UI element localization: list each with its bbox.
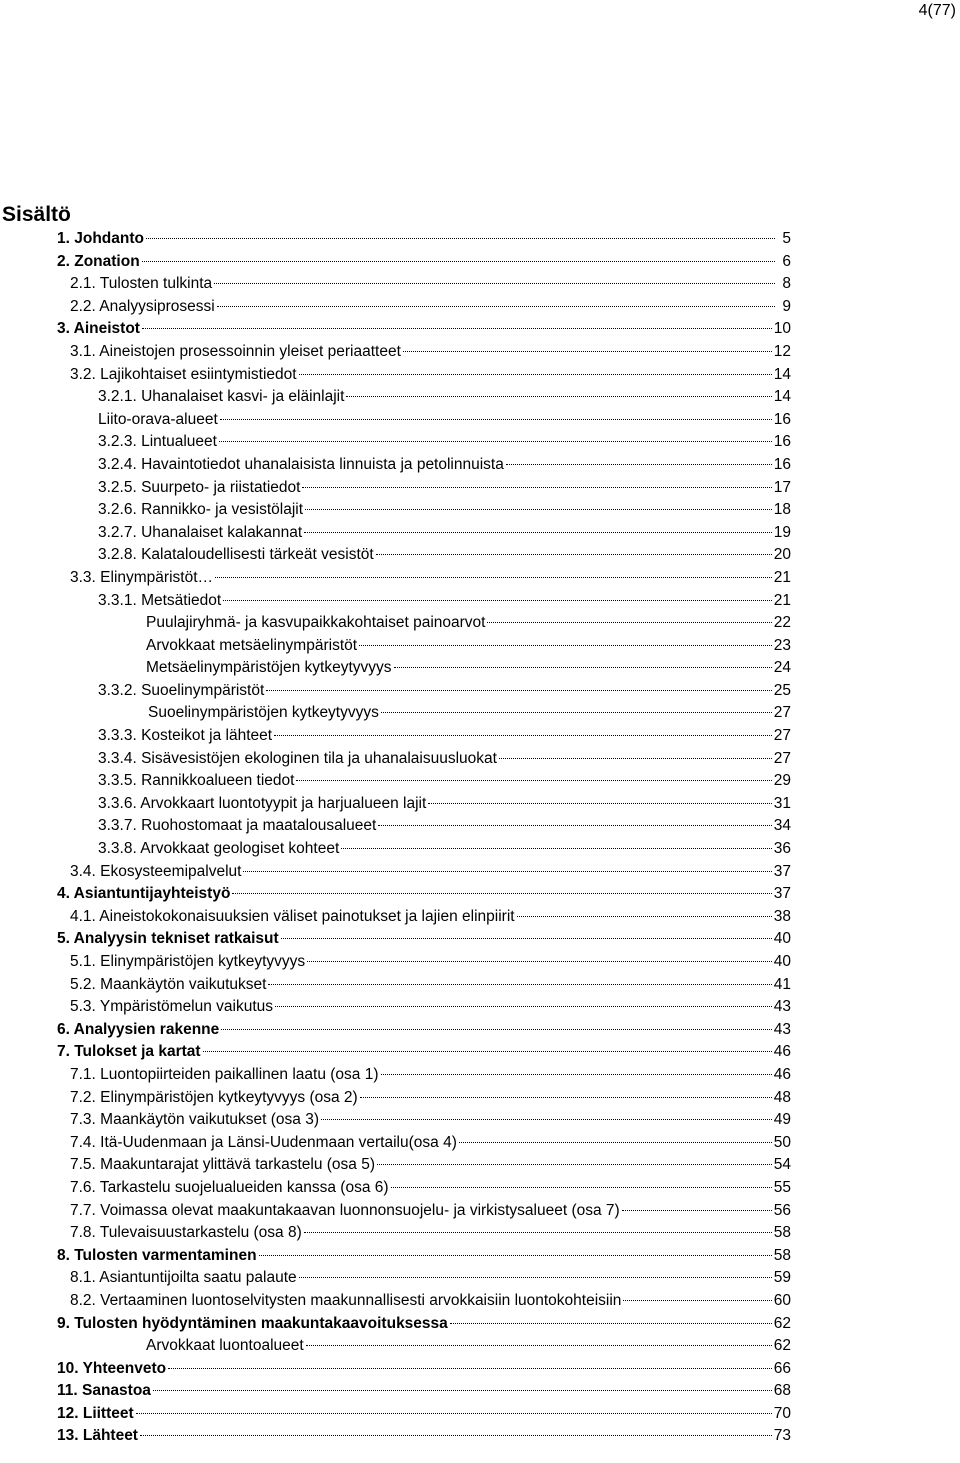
toc-entry-page: 58 bbox=[773, 1246, 791, 1264]
toc-entry-label: 3.3.8. Arvokkaat geologiset kohteet bbox=[98, 840, 340, 858]
toc-entry-page: 49 bbox=[773, 1111, 791, 1129]
dot-leader bbox=[376, 554, 772, 555]
toc-entry-label: 7.2. Elinympäristöjen kytkeytyvyys (osa 2) bbox=[70, 1088, 358, 1106]
toc-entry-page: 16 bbox=[773, 455, 791, 473]
toc-entry[interactable] bbox=[0, 590, 960, 613]
toc-entry-label: 12. Liitteet bbox=[57, 1404, 134, 1422]
toc-entry[interactable] bbox=[0, 454, 960, 477]
toc-entry[interactable] bbox=[0, 386, 960, 409]
toc-entry-label: Liito-orava-alueet bbox=[98, 410, 218, 428]
toc-entry[interactable] bbox=[0, 1222, 960, 1245]
dot-leader bbox=[268, 984, 771, 985]
toc-entry-page: 23 bbox=[773, 636, 791, 654]
toc-entry[interactable] bbox=[0, 748, 960, 771]
toc-entry-page: 50 bbox=[773, 1133, 791, 1151]
toc-entry[interactable] bbox=[0, 409, 960, 432]
toc-entry-label: 11. Sanastoa bbox=[57, 1382, 151, 1400]
toc-entry-page: 40 bbox=[773, 953, 791, 970]
toc-entry-label: 3.2. Lajikohtaiset esiintymistiedot bbox=[70, 365, 297, 383]
toc-entry-label: 3.3. Elinympäristöt… bbox=[70, 568, 213, 586]
dot-leader bbox=[221, 1029, 771, 1030]
dot-leader bbox=[281, 938, 772, 939]
toc-entry-label: 7.4. Itä-Uudenmaan ja Länsi-Uudenmaan vertailu(osa 4) bbox=[70, 1133, 457, 1151]
toc-entry-page: 14 bbox=[773, 365, 791, 383]
dot-leader bbox=[459, 1142, 772, 1143]
toc-entry-label: 3.3.4. Sisävesistöjen ekologinen tila ja uhanalaisuusluokat bbox=[98, 749, 497, 767]
toc-entry-page: 5 bbox=[782, 230, 791, 247]
toc-entry[interactable] bbox=[0, 1425, 960, 1448]
toc-entry-label: 8.1. Asiantuntijoilta saatu palaute bbox=[70, 1269, 297, 1287]
dot-leader bbox=[394, 667, 772, 668]
toc-entry-page: 8 bbox=[782, 275, 791, 293]
dot-leader bbox=[506, 464, 772, 465]
toc-title: Sisältö bbox=[2, 203, 71, 226]
toc-entry[interactable] bbox=[0, 815, 960, 838]
toc-entry[interactable] bbox=[0, 1041, 960, 1064]
toc-entry-label: 3.2.6. Rannikko- ja vesistölajit bbox=[98, 501, 304, 519]
toc-entry-page: 37 bbox=[773, 862, 791, 880]
toc-entry[interactable] bbox=[0, 341, 960, 364]
dot-leader bbox=[391, 1187, 772, 1188]
toc-entry-page: 59 bbox=[773, 1269, 791, 1287]
toc-entry[interactable] bbox=[0, 296, 960, 319]
toc-entry-label: 3.3.5. Rannikkoalueen tiedot bbox=[98, 772, 295, 790]
toc-entry[interactable] bbox=[0, 273, 960, 296]
toc-entry-label: Suoelinympäristöjen kytkeytyvyys bbox=[148, 704, 379, 722]
toc-entry-label: 7.1. Luontopiirteiden paikallinen laatu (osa 1) bbox=[70, 1065, 379, 1083]
toc-entry[interactable] bbox=[0, 567, 960, 590]
toc-entry[interactable] bbox=[0, 522, 960, 545]
toc-entry-label: 3.2.8. Kalataloudellisesti tärkeät vesistöt bbox=[98, 546, 374, 564]
toc-entry-page: 70 bbox=[773, 1404, 791, 1422]
toc-entry[interactable] bbox=[0, 657, 960, 680]
dot-leader bbox=[146, 238, 775, 239]
toc-entry-label: 9. Tulosten hyödyntäminen maakuntakaavoituksessa bbox=[57, 1314, 448, 1332]
toc-entry-page: 34 bbox=[773, 817, 791, 835]
toc-entry-label: 3.2.5. Suurpeto- ja riistatiedot bbox=[98, 478, 301, 496]
dot-leader bbox=[381, 712, 772, 713]
toc-entry-page: 66 bbox=[773, 1359, 791, 1377]
dot-leader bbox=[517, 916, 772, 917]
toc-entry-page: 31 bbox=[773, 794, 791, 812]
toc-entry[interactable] bbox=[0, 996, 960, 1019]
dot-leader bbox=[274, 735, 772, 736]
toc-entry-label: Arvokkaat luontoalueet bbox=[146, 1337, 304, 1355]
toc-entry-page: 62 bbox=[773, 1314, 791, 1332]
toc-entry[interactable] bbox=[0, 838, 960, 861]
dot-leader bbox=[203, 1051, 772, 1052]
toc-entry-label: 5.2. Maankäytön vaikutukset bbox=[70, 975, 267, 993]
toc-entry[interactable] bbox=[0, 793, 960, 816]
dot-leader bbox=[232, 893, 771, 894]
toc-entry-page: 46 bbox=[773, 1043, 791, 1061]
toc-entry-label: 8. Tulosten varmentaminen bbox=[57, 1246, 257, 1264]
dot-leader bbox=[403, 351, 772, 352]
toc-entry[interactable] bbox=[0, 228, 960, 251]
toc-entry[interactable] bbox=[0, 1358, 960, 1381]
toc-entry-label: 13. Lähteet bbox=[57, 1427, 138, 1445]
toc-entry[interactable] bbox=[0, 680, 960, 703]
toc-entry-page: 73 bbox=[773, 1427, 791, 1445]
toc-entry-label: 6. Analyysien rakenne bbox=[57, 1020, 220, 1038]
toc-entry-label: 3.3.1. Metsätiedot bbox=[98, 591, 222, 609]
dot-leader bbox=[220, 419, 772, 420]
toc-entry-page: 62 bbox=[773, 1337, 791, 1355]
toc-entry-page: 10 bbox=[773, 320, 791, 338]
toc-entry-label: 3.3.6. Arvokkaart luontotyypit ja harjualueen lajit bbox=[98, 794, 427, 812]
toc-entry-page: 25 bbox=[773, 681, 791, 699]
dot-leader bbox=[378, 825, 771, 826]
toc-entry[interactable] bbox=[0, 1177, 960, 1200]
toc-entry[interactable] bbox=[0, 499, 960, 522]
toc-entry-page: 27 bbox=[773, 704, 791, 722]
toc-entry-page: 60 bbox=[773, 1291, 791, 1309]
dot-leader bbox=[304, 532, 772, 533]
toc-entry[interactable] bbox=[0, 1132, 960, 1155]
toc-entry-page: 14 bbox=[773, 388, 791, 406]
toc-entry-page: 16 bbox=[773, 410, 791, 428]
dot-leader bbox=[296, 780, 771, 781]
toc-entry-page: 27 bbox=[773, 749, 791, 767]
toc-entry-label: 4.1. Aineistokokonaisuuksien väliset painotukset ja lajien elinpiirit bbox=[70, 907, 515, 925]
dot-leader bbox=[341, 848, 771, 849]
dot-leader bbox=[140, 1435, 772, 1436]
toc-entry-label: 4. Asiantuntijayhteistyö bbox=[57, 885, 231, 903]
toc-entry[interactable] bbox=[0, 974, 960, 997]
toc-entry-label: 10. Yhteenveto bbox=[57, 1359, 167, 1377]
toc-entry-page: 19 bbox=[773, 523, 791, 541]
toc-entry-label: 7. Tulokset ja kartat bbox=[57, 1043, 201, 1061]
toc-entry-page: 24 bbox=[773, 659, 791, 677]
toc-entry-page: 58 bbox=[773, 1224, 791, 1242]
toc-entry-label: 5.1. Elinympäristöjen kytkeytyvyys bbox=[70, 953, 306, 970]
dot-leader bbox=[153, 1390, 772, 1391]
toc-entry-label: Metsäelinympäristöjen kytkeytyvyys bbox=[146, 659, 392, 677]
toc-entry-label: 3.1. Aineistojen prosessoinnin yleiset periaatteet bbox=[70, 342, 401, 360]
toc-entry-page: 41 bbox=[773, 975, 791, 993]
toc-entry[interactable] bbox=[0, 928, 960, 951]
toc-entry-label: 3. Aineistot bbox=[57, 320, 140, 338]
toc-entry-page: 29 bbox=[773, 772, 791, 790]
dot-leader bbox=[499, 758, 772, 759]
toc-entry[interactable] bbox=[0, 1154, 960, 1177]
dot-leader bbox=[136, 1413, 772, 1414]
toc-entry[interactable] bbox=[0, 702, 960, 725]
toc-entry-page: 16 bbox=[773, 433, 791, 451]
toc-entry[interactable] bbox=[0, 1290, 960, 1313]
dot-leader bbox=[487, 622, 771, 623]
dot-leader bbox=[142, 328, 772, 329]
page-number: 4(77) bbox=[918, 2, 956, 19]
toc-entry-label: 5. Analyysin tekniset ratkaisut bbox=[57, 930, 279, 948]
toc-entry[interactable] bbox=[0, 951, 960, 974]
dot-leader bbox=[306, 1345, 772, 1346]
toc-entry-label: 1. Johdanto bbox=[57, 230, 144, 247]
toc-entry-page: 20 bbox=[773, 546, 791, 564]
dot-leader bbox=[215, 577, 772, 578]
toc-entry-label: 3.3.2. Suoelinympäristöt bbox=[98, 681, 265, 699]
toc-entry[interactable] bbox=[0, 861, 960, 884]
toc-entry-page: 27 bbox=[773, 727, 791, 745]
toc-entry-page: 38 bbox=[773, 907, 791, 925]
toc-entry-label: 7.5. Maakuntarajat ylittävä tarkastelu (osa 5) bbox=[70, 1156, 375, 1174]
toc-entry-label: Puulajiryhmä- ja kasvupaikkakohtaiset painoarvot bbox=[146, 614, 486, 632]
toc-entry-label: 3.2.7. Uhanalaiset kalakannat bbox=[98, 523, 303, 541]
toc-entry-label: Arvokkaat metsäelinympäristöt bbox=[146, 636, 358, 654]
dot-leader bbox=[307, 961, 772, 962]
toc-entry-page: 37 bbox=[773, 885, 791, 903]
toc-entry[interactable] bbox=[0, 1313, 960, 1336]
toc-entry[interactable] bbox=[0, 725, 960, 748]
dot-leader bbox=[321, 1119, 772, 1120]
toc-entry-label: 8.2. Vertaaminen luontoselvitysten maakunnallisesti arvokkaisiin luontokohteisiin bbox=[70, 1291, 622, 1309]
toc-entry[interactable] bbox=[0, 906, 960, 929]
toc-entry-page: 21 bbox=[773, 568, 791, 586]
toc-entry-label: 3.3.7. Ruohostomaat ja maatalousalueet bbox=[98, 817, 377, 835]
dot-leader bbox=[359, 645, 772, 646]
toc-entry-label: 3.2.3. Lintualueet bbox=[98, 433, 217, 451]
dot-leader bbox=[217, 306, 775, 307]
toc-entry[interactable] bbox=[0, 1335, 960, 1358]
dot-leader bbox=[622, 1210, 772, 1211]
toc-entry[interactable] bbox=[0, 635, 960, 658]
dot-leader bbox=[302, 487, 771, 488]
toc-entry[interactable] bbox=[0, 1380, 960, 1403]
toc-entry-page: 56 bbox=[773, 1201, 791, 1219]
toc-entry-label: 7.6. Tarkastelu suojelualueiden kanssa (osa 6) bbox=[70, 1178, 389, 1196]
toc-entry-page: 36 bbox=[773, 840, 791, 858]
toc-entry[interactable] bbox=[0, 883, 960, 906]
toc-entry[interactable] bbox=[0, 612, 960, 635]
toc-entry-page: 43 bbox=[773, 998, 791, 1016]
toc-entry-label: 2.1. Tulosten tulkinta bbox=[70, 275, 213, 293]
toc-entry-page: 17 bbox=[773, 478, 791, 496]
dot-leader bbox=[214, 283, 775, 284]
toc-entry-page: 6 bbox=[782, 252, 791, 270]
toc-entry-page: 21 bbox=[773, 591, 791, 609]
toc-entry-label: 3.2.4. Havaintotiedot uhanalaisista linnuista ja petolinnuista bbox=[98, 455, 504, 473]
dot-leader bbox=[304, 1232, 772, 1233]
toc-entry[interactable] bbox=[0, 318, 960, 341]
dot-leader bbox=[219, 441, 772, 442]
toc-entry[interactable] bbox=[0, 770, 960, 793]
toc-entry-page: 55 bbox=[773, 1178, 791, 1196]
dot-leader bbox=[299, 1277, 772, 1278]
dot-leader bbox=[223, 600, 772, 601]
dot-leader bbox=[428, 803, 771, 804]
toc-entry-page: 43 bbox=[773, 1020, 791, 1038]
toc-entry[interactable] bbox=[0, 251, 960, 274]
dot-leader bbox=[266, 690, 771, 691]
dot-leader bbox=[381, 1074, 772, 1075]
toc-entry-page: 12 bbox=[773, 342, 791, 360]
toc-entry-page: 54 bbox=[773, 1156, 791, 1174]
toc-entry-page: 18 bbox=[773, 501, 791, 519]
toc-entry[interactable] bbox=[0, 1200, 960, 1223]
dot-leader bbox=[142, 261, 775, 262]
toc-entry[interactable] bbox=[0, 477, 960, 500]
toc-entry[interactable] bbox=[0, 1087, 960, 1110]
toc-entry-label: 3.4. Ekosysteemipalvelut bbox=[70, 862, 242, 880]
dot-leader bbox=[360, 1097, 772, 1098]
toc-entry-page: 22 bbox=[773, 614, 791, 632]
dot-leader bbox=[377, 1164, 772, 1165]
dot-leader bbox=[346, 396, 771, 397]
toc-entry[interactable] bbox=[0, 431, 960, 454]
toc-entry[interactable] bbox=[0, 1064, 960, 1087]
table-of-contents bbox=[0, 228, 960, 1448]
toc-entry-label: 2.2. Analyysiprosessi bbox=[70, 297, 215, 315]
toc-entry-label: 7.8. Tulevaisuustarkastelu (osa 8) bbox=[70, 1224, 302, 1242]
toc-entry[interactable] bbox=[0, 364, 960, 387]
toc-entry[interactable] bbox=[0, 1403, 960, 1426]
toc-entry[interactable] bbox=[0, 1267, 960, 1290]
toc-entry-page: 46 bbox=[773, 1065, 791, 1083]
toc-entry[interactable] bbox=[0, 544, 960, 567]
toc-entry-page: 68 bbox=[773, 1382, 791, 1400]
toc-entry-label: 3.2.1. Uhanalaiset kasvi- ja eläinlajit bbox=[98, 388, 345, 406]
dot-leader bbox=[450, 1323, 772, 1324]
dot-leader bbox=[168, 1368, 772, 1369]
dot-leader bbox=[259, 1255, 772, 1256]
toc-entry-page: 48 bbox=[773, 1088, 791, 1106]
toc-entry[interactable] bbox=[0, 1245, 960, 1268]
dot-leader bbox=[623, 1300, 771, 1301]
dot-leader bbox=[299, 374, 772, 375]
toc-entry[interactable] bbox=[0, 1019, 960, 1042]
dot-leader bbox=[243, 871, 771, 872]
toc-entry-label: 7.7. Voimassa olevat maakuntakaavan luonnonsuojelu- ja virkistysalueet (osa 7) bbox=[70, 1201, 620, 1219]
toc-entry-label: 3.3.3. Kosteikot ja lähteet bbox=[98, 727, 273, 745]
toc-entry-label: 5.3. Ympäristömelun vaikutus bbox=[70, 998, 274, 1016]
toc-entry-label: 2. Zonation bbox=[57, 252, 140, 270]
dot-leader bbox=[275, 1006, 772, 1007]
dot-leader bbox=[305, 509, 772, 510]
toc-entry-page: 9 bbox=[782, 297, 791, 315]
toc-entry-page: 40 bbox=[773, 930, 791, 948]
toc-entry-label: 7.3. Maankäytön vaikutukset (osa 3) bbox=[70, 1111, 319, 1129]
toc-entry[interactable] bbox=[0, 1109, 960, 1132]
